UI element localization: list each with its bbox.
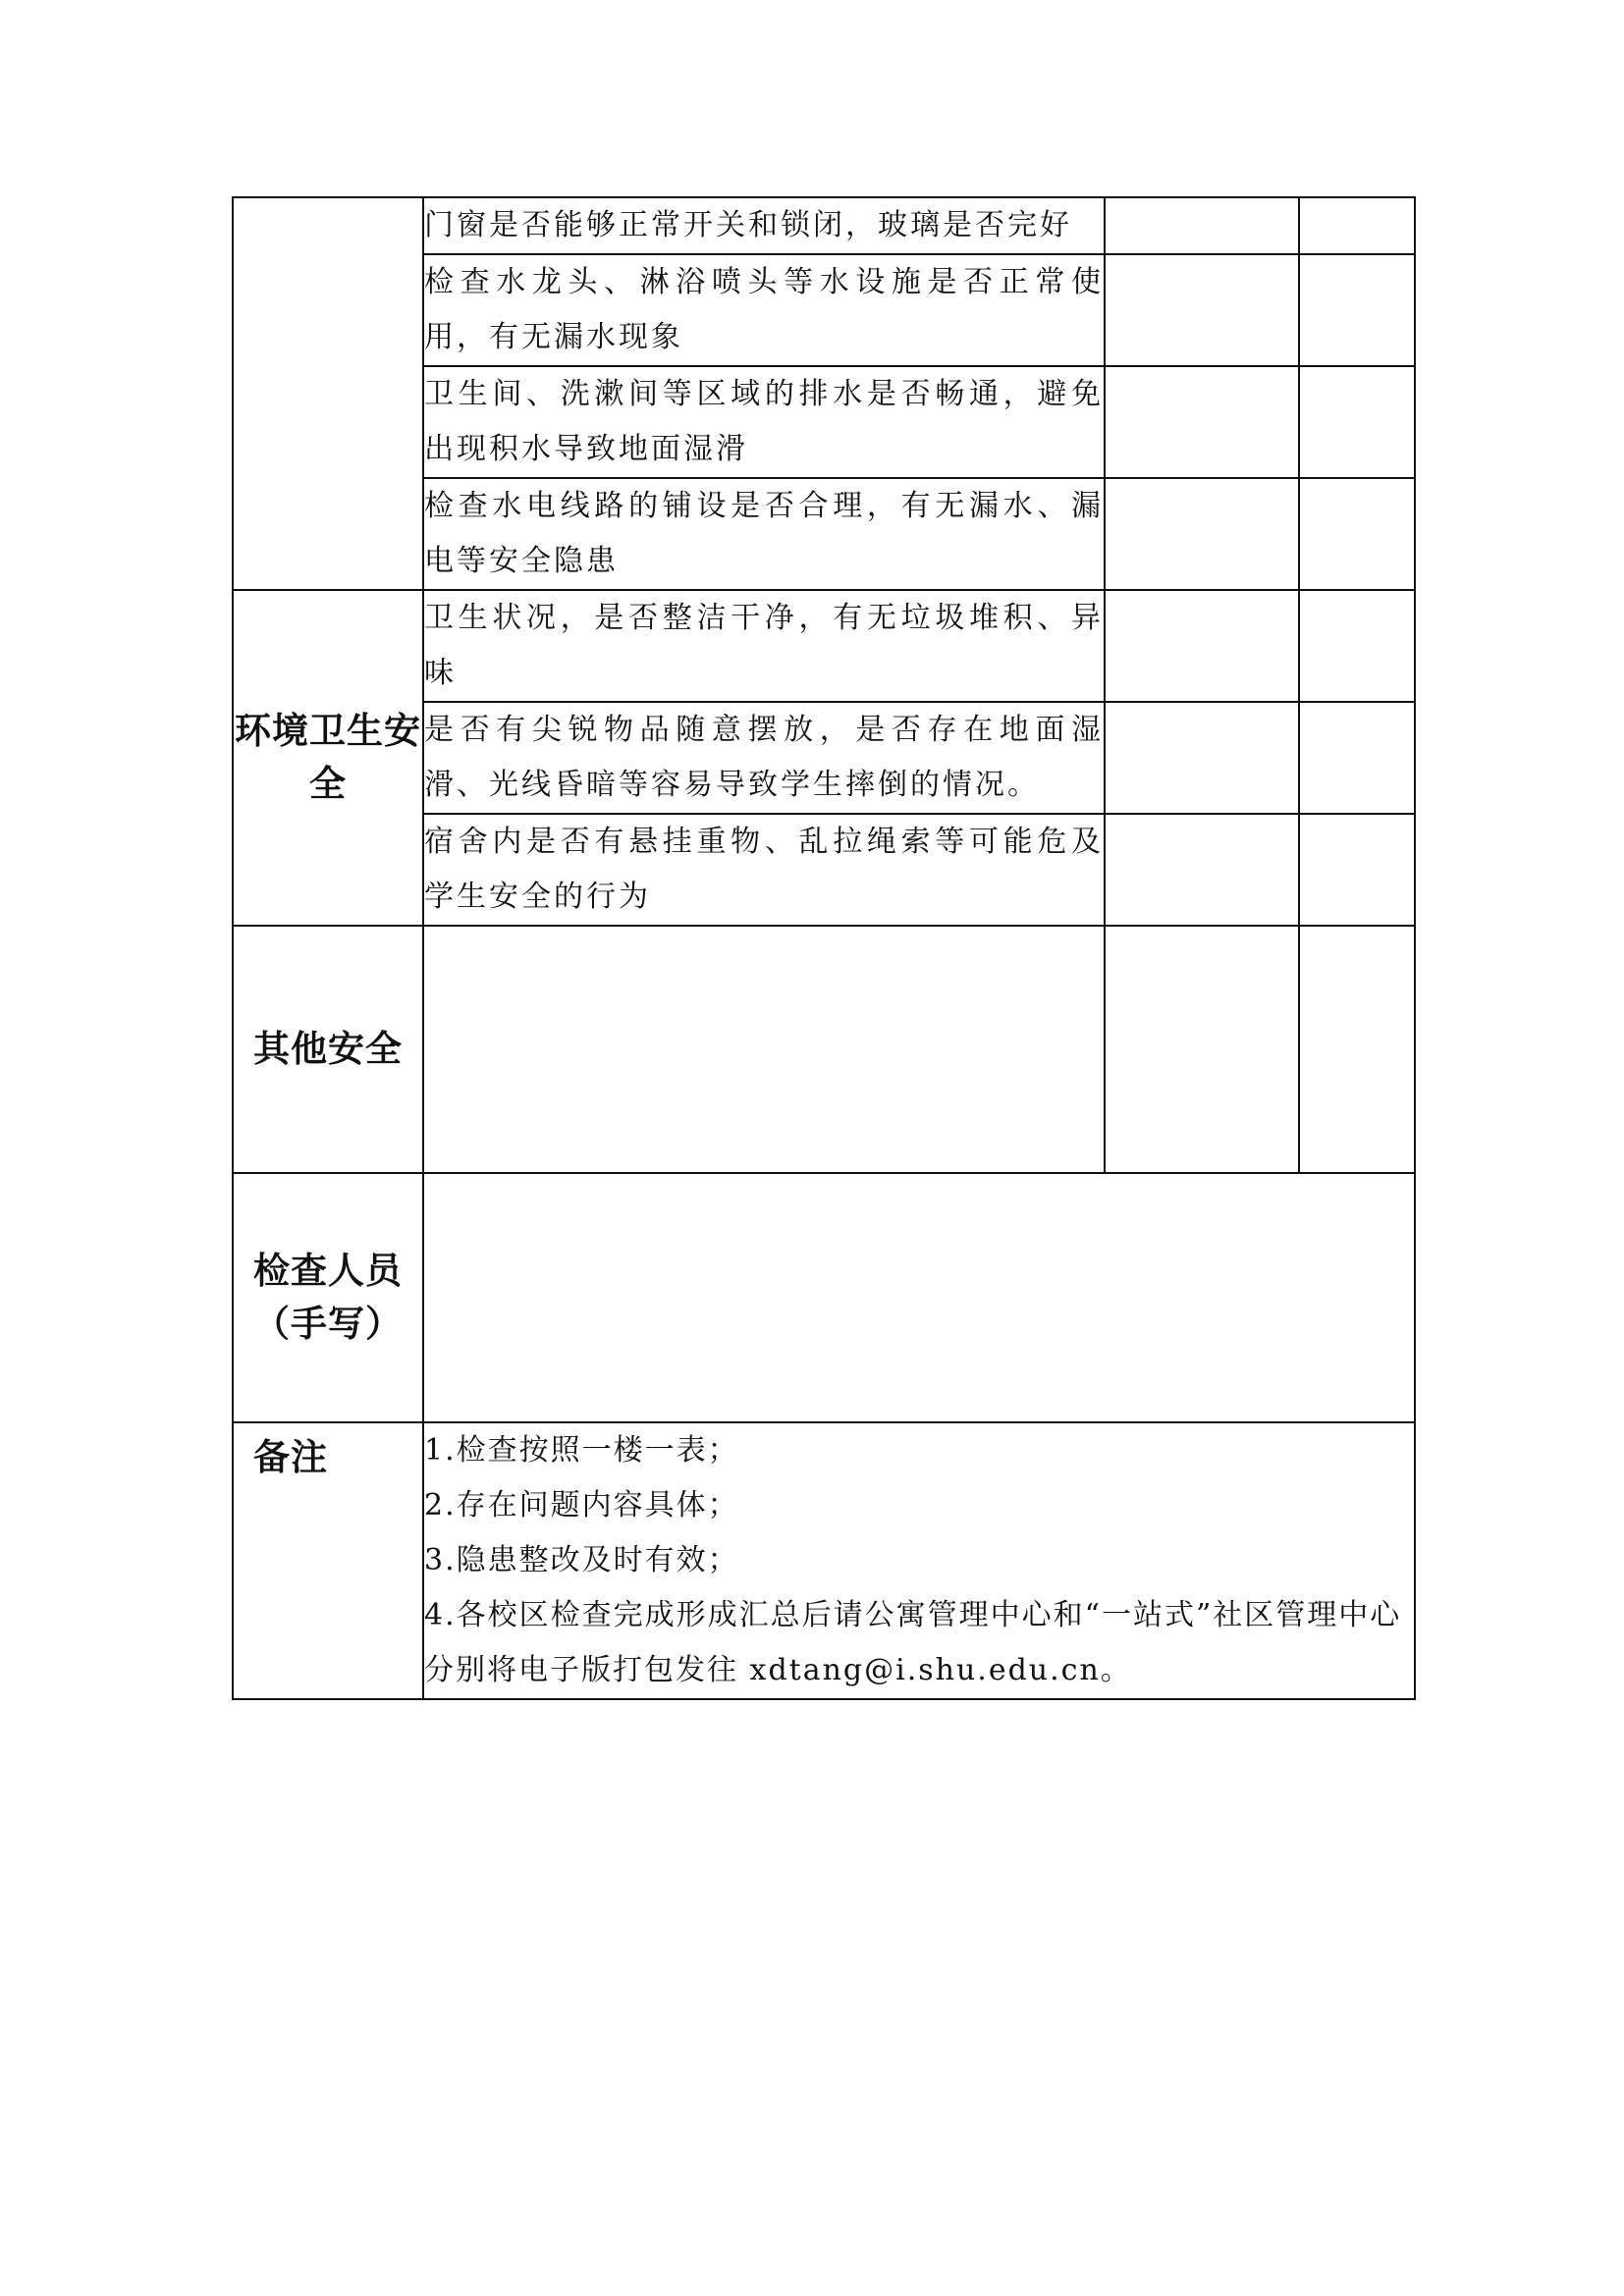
- category-environment-hygiene: 环境卫生安全: [233, 590, 423, 926]
- result-cell[interactable]: [1105, 366, 1299, 478]
- remark-line: 2.存在问题内容具体；: [424, 1488, 739, 1522]
- remarks-content: [423, 1422, 1415, 1699]
- table-row: [233, 926, 1415, 1173]
- check-item: 宿舍内是否有悬挂重物、乱拉绳索等可能危及学生安全的行为: [423, 814, 1105, 926]
- check-item: 是否有尖锐物品随意摆放，是否存在地面湿滑、光线昏暗等容易导致学生摔倒的情况。: [423, 702, 1105, 814]
- remark-cell[interactable]: [1299, 478, 1415, 590]
- result-cell[interactable]: [1105, 590, 1299, 702]
- remark-line: 3.隐患整改及时有效；: [424, 1543, 739, 1577]
- remark-cell[interactable]: [1299, 590, 1415, 702]
- remark-cell[interactable]: [1299, 366, 1415, 478]
- check-item: 检查水电线路的铺设是否合理，有无漏水、漏电等安全隐患: [423, 478, 1105, 590]
- inspector-label-line1: 检查人员: [253, 1250, 403, 1292]
- remark-cell[interactable]: [1299, 814, 1415, 926]
- check-item: 卫生状况，是否整洁干净，有无垃圾堆积、异味: [423, 590, 1105, 702]
- check-item: 门窗是否能够正常开关和锁闭，玻璃是否完好: [423, 197, 1105, 254]
- inspector-signature-cell[interactable]: [423, 1173, 1415, 1422]
- table-row: [233, 1173, 1415, 1422]
- result-cell[interactable]: [1105, 197, 1299, 254]
- category-other-safety: 其他安全: [233, 926, 423, 1173]
- remarks-label: 备注: [233, 1422, 423, 1699]
- result-cell[interactable]: [1105, 254, 1299, 366]
- check-item: 检查水龙头、淋浴喷头等水设施是否正常使用，有无漏水现象: [423, 254, 1105, 366]
- check-item: 卫生间、洗漱间等区域的排水是否畅通，避免出现积水导致地面湿滑: [423, 366, 1105, 478]
- remark-line: 1.检查按照一楼一表；: [424, 1433, 739, 1468]
- remark-cell[interactable]: [1299, 197, 1415, 254]
- inspector-label-line2: （手写）: [253, 1303, 403, 1345]
- result-cell[interactable]: [1105, 702, 1299, 814]
- table-row: [233, 197, 1415, 254]
- inspector-label: [233, 1173, 423, 1422]
- table-row: [233, 1422, 1415, 1699]
- remark-line: 4.各校区检查完成形成汇总后请公寓管理中心和“一站式”社区管理中心分别将电子版打包发往 xdtang@i.shu.edu.cn。: [424, 1598, 1402, 1687]
- result-cell[interactable]: [1105, 926, 1299, 1173]
- result-cell[interactable]: [1105, 478, 1299, 590]
- table-row: [233, 590, 1415, 702]
- remark-cell[interactable]: [1299, 702, 1415, 814]
- remark-cell[interactable]: [1299, 254, 1415, 366]
- remark-cell[interactable]: [1299, 926, 1415, 1173]
- inspection-table: [232, 196, 1416, 1700]
- category-cell-empty: [233, 197, 423, 590]
- result-cell[interactable]: [1105, 814, 1299, 926]
- other-item-cell[interactable]: [423, 926, 1105, 1173]
